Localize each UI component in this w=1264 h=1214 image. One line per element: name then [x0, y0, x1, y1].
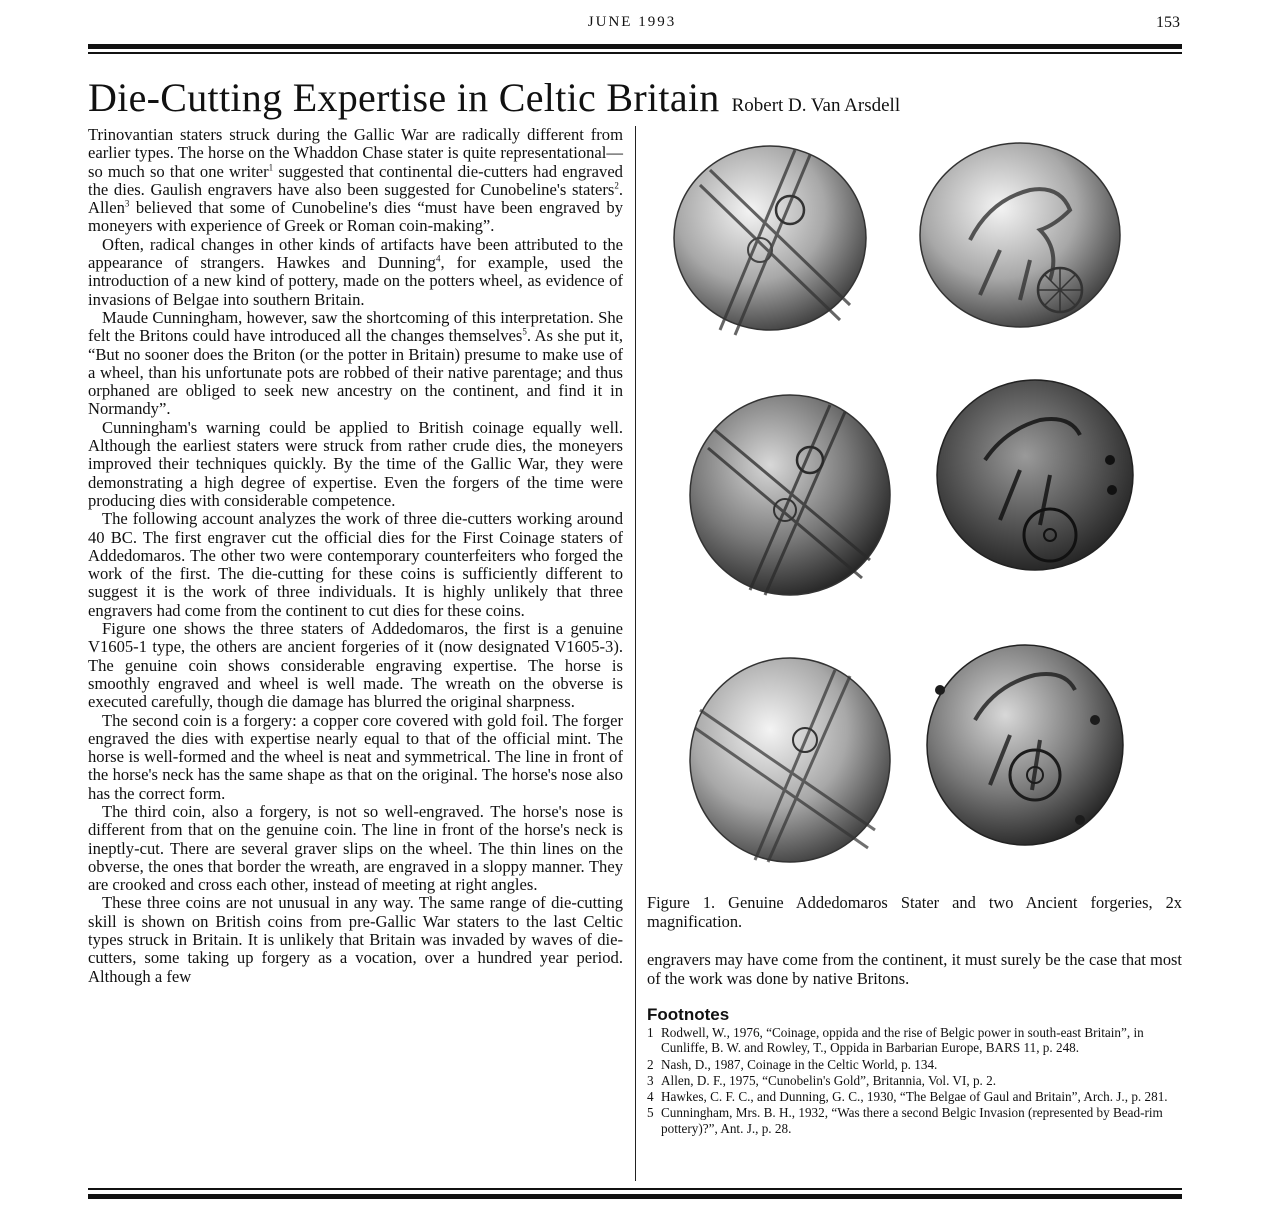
paragraph-6: Figure one shows the three staters of Addedomaros, the first is a genuine V1605-1 type, the others are ancient forgeries of it (now designated V1605-3). The genuine coin shows considerable engraving expertise. The horse is smoothly engraved and wheel is well made. The wreath on the obverse is executed carefully, though die damage has blurred the original sharpness. — [88, 619, 623, 712]
article-title-row — [88, 74, 900, 121]
footer-rule-thick — [88, 1194, 1182, 1199]
header-rule-thin — [88, 52, 1182, 54]
footnote-item: 2 Nash, D., 1987, Coinage in the Celtic World, p. 134. — [647, 1056, 938, 1072]
issue-date: JUNE 1993 — [587, 14, 677, 30]
article-author: Robert D. Van Arsdell — [731, 95, 901, 116]
footnote-ref-5: 5 — [522, 326, 527, 337]
paragraph-8: The third coin, also a forgery, is not so well-engraved. The horse's nose is different from that on the genuine coin. The line in front of the horse's neck is ineptly-cut. There are several graver slips on the wheel. The thin lines on the obverse, the ones that border the wreath, are engraved in a sloppy manner. They are crooked and cross each other, instead of meeting at right angles. — [88, 801, 623, 895]
coin-forgery2-obverse — [690, 658, 890, 862]
coin-genuine-obverse — [674, 146, 866, 335]
footnote-item: 1 Rodwell, W., 1976, “Coinage, oppida and the rise of Belgic power in south-east Britain”, in Cunliffe, B. W. and Rowley, T., Oppida in Barbarian Europe, BARS 11, p. 248. — [647, 1025, 1144, 1056]
header-rule-thick — [88, 44, 1182, 49]
footnotes-heading: Footnotes — [647, 1005, 730, 1024]
footnote-ref-3: 3 — [124, 198, 130, 209]
footnote-ref-2: 2 — [614, 180, 619, 191]
column-divider — [635, 126, 636, 1181]
footnote-item: 5 Cunningham, Mrs. B. H., 1932, “Was there a second Belgic Invasion (represented by Bead-rim pottery)?”, Ant. J., p. 28. — [647, 1105, 1163, 1136]
figure-caption: Figure 1. Genuine Addedomaros Stater and two Ancient forgeries, 2x magnification. — [647, 893, 1182, 931]
figure-coins — [640, 130, 1180, 890]
paragraph-2: Often, radical changes in other kinds of artifacts have been attributed to the appearance of strangers. Hawkes and Dunning$^4$, for example, used the introduction of a new kind of pottery, made on the potters wheel, as evidence of invasions of Belgae into southern Britain. — [88, 234, 623, 309]
continuation-text: engravers may have come from the continent, it must surely be the case that most of the work was done by native Britons. — [647, 950, 1182, 988]
footnote-item: 3 Allen, D. F., 1975, “Cunobelin's Gold”, Britannia, Vol. VI, p. 2. — [647, 1072, 997, 1088]
coin-forgery1-reverse — [937, 380, 1133, 570]
footnote-ref-4: 4 — [435, 253, 441, 264]
paragraph-9: These three coins are not unusual in any way. The same range of die-cutting skill is shown on British coins from pre-Gallic War staters to the last Celtic types struck in Britain. It is unlikely that Britain was invaded by waves of die-cutters, some taking up forgery as a vocation, over a hundred year period. Although a few — [88, 893, 623, 986]
footer-rule-thin — [88, 1188, 1182, 1190]
coin-genuine-reverse — [920, 143, 1120, 327]
paragraph-3: Maude Cunningham, however, saw the shortcoming of this interpretation. She felt the Britons could have introduced all the changes themselves$^5$. As she put it, “But no sooner does the Briton (or the potter in Britain) presume to make use of a wheel, than his unfortunate pots are robbed of their native parentage; and thus orphaned are obliged to seek new ancestry on the continent, and find it in Normandy”. — [88, 307, 623, 419]
footnote-ref-1: 1 — [268, 162, 274, 173]
coin-forgery2-reverse — [927, 645, 1123, 845]
paragraph-5: The following account analyzes the work of three die-cutters working around 40 BC. The first engraver cut the official dies for the First Coinage staters of Addedomaros. The other two were contemporary counterfeiters who forged the work of the first. The die-cutting for these coins is sufficiently different to suggest it is the work of three individuals. It is highly unlikely that three engravers had come from the continent to cut dies for these coins. — [88, 509, 623, 620]
paragraph-7: The second coin is a forgery: a copper core covered with gold foil. The forger engraved the dies with expertise nearly equal to that of the official mint. The horse is well-formed and the wheel is neat and symmetrical. The line in front of the horse's neck has the same shape as that on the original. The horse's nose also has the correct form. — [88, 710, 623, 803]
paragraph-1: Trinovantian staters struck during the Gallic War are radically different from earlier types. The horse on the Whaddon Chase stater is quite representational—so much so that one writer$^1$ suggested that continental die-cutters had engraved the dies. Gaulish engravers have also been suggested for Cunobeline's staters$^2$. Allen$^3$ believed that some of Cunobeline's dies “must have been engraved by moneyers with experience of Greek or Roman coin-making”. — [88, 125, 623, 236]
footnote-item: 4 Hawkes, C. F. C., and Dunning, G. C., 1930, “The Belgae of Gaul and Britain”, Arch. J., p. 281. — [647, 1089, 1168, 1105]
paragraph-4: Cunningham's warning could be applied to British coinage equally well. Although the earliest staters were struck from rather crude dies, the moneyers improved their techniques quickly. By the time of the Gallic War, they were demonstrating a high degree of expertise. Even the forgers of the time were producing dies with considerable competence. — [88, 417, 623, 510]
coin-forgery1-obverse — [690, 395, 890, 595]
article-title: Die-Cutting Expertise in Celtic Britain — [88, 75, 720, 120]
body-column — [88, 126, 623, 986]
page-number: 153 — [1156, 14, 1180, 31]
footnotes-list — [647, 1025, 1182, 1137]
